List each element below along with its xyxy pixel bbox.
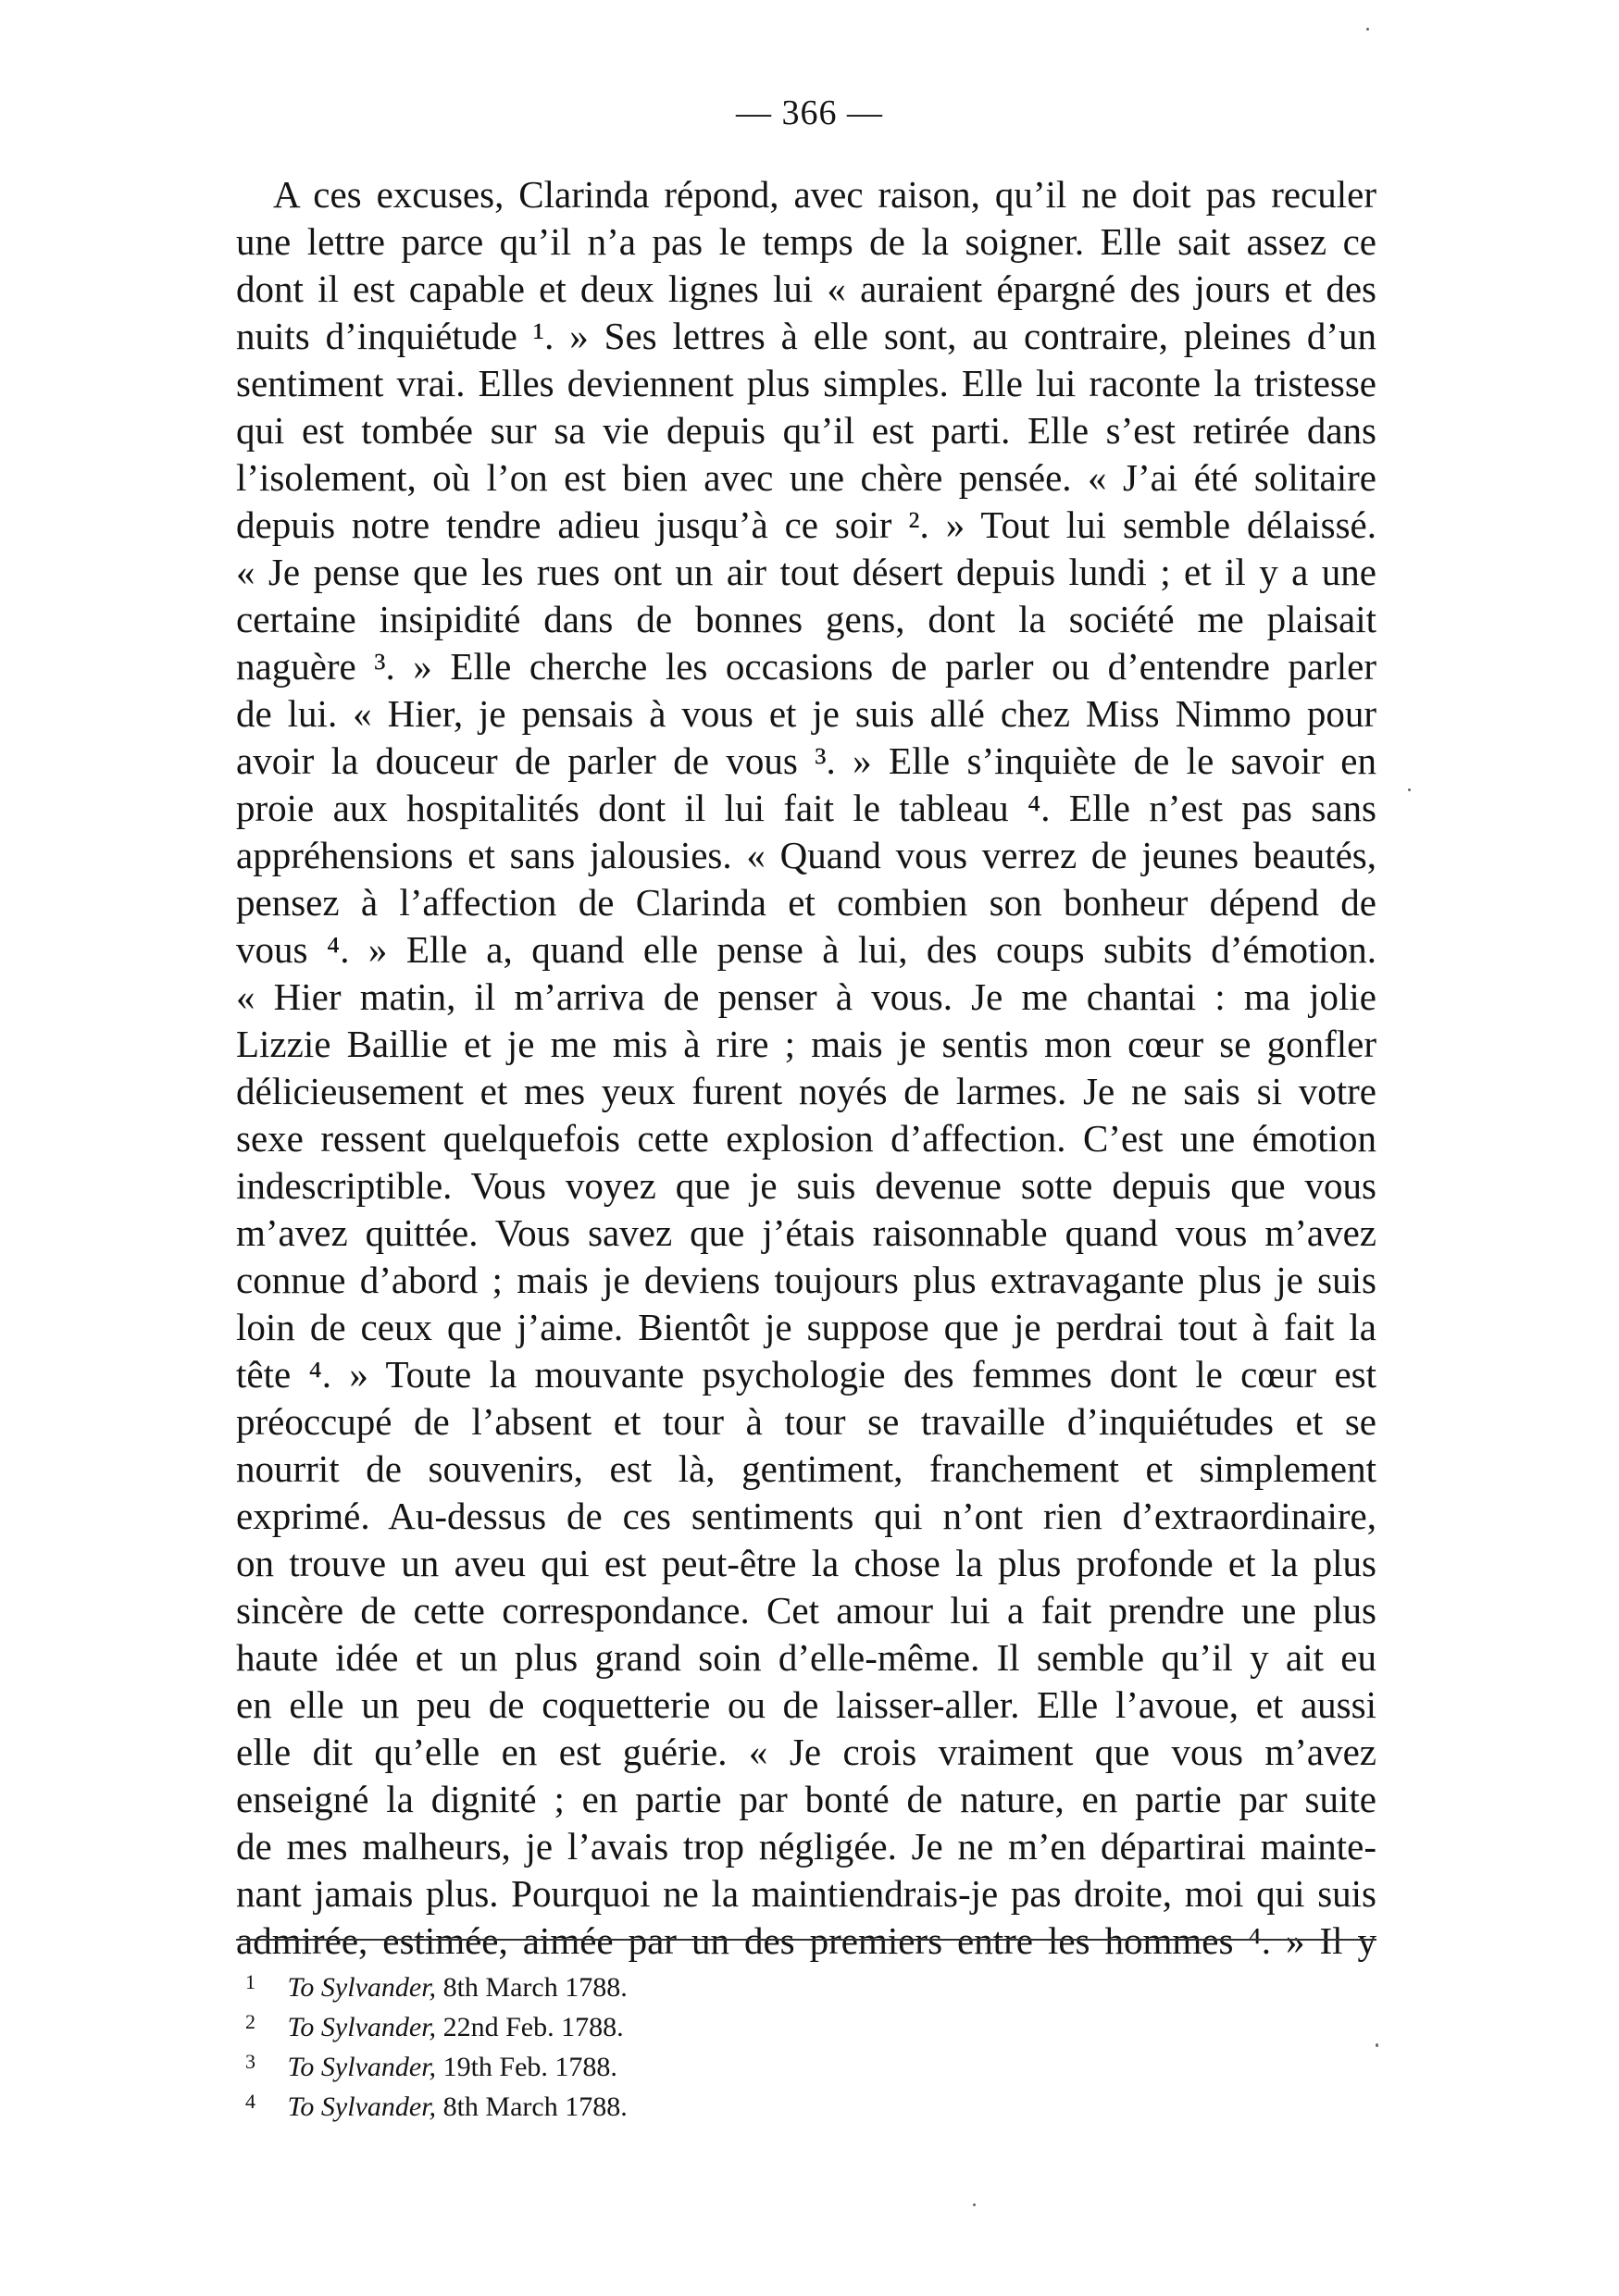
footnote-number: 4 xyxy=(245,2090,255,2113)
footnote-source: To Sylvander, xyxy=(287,2052,437,2082)
text-line: sexe ressent quelquefois cette explosion d’affection. C’est une émotion xyxy=(236,1117,1376,1160)
text-line: connue d’abord ; mais je deviens toujours plus extravagante plus je suis xyxy=(236,1259,1376,1301)
footnote-source: To Sylvander, xyxy=(287,2091,437,2122)
text-line: elle dit qu’elle en est guérie. « Je crois vraiment que vous m’avez xyxy=(236,1731,1376,1773)
footnote xyxy=(245,2081,1078,2121)
text-line: sincère de cette correspondance. Cet amour lui a fait prendre une plus xyxy=(236,1589,1376,1632)
text-line: en elle un peu de coquetterie ou de laisser-aller. Elle l’avoue, et aussi xyxy=(236,1683,1376,1726)
footnote-date: 8th March 1788. xyxy=(442,1972,628,2003)
text-line: m’avez quittée. Vous savez que j’étais raisonnable quand vous m’avez xyxy=(236,1211,1376,1254)
paper-speck xyxy=(973,2203,976,2206)
text-line: tête ⁴. » Toute la mouvante psychologie des femmes dont le cœur est xyxy=(236,1353,1376,1396)
footnote-separator xyxy=(236,1939,1376,1941)
text-line: admirée, estimée, aimée par un des premiers entre les hommes ⁴. » Il y xyxy=(236,1919,1376,1962)
footnote-number: 3 xyxy=(245,2050,255,2073)
footnote xyxy=(245,2002,1078,2042)
footnote-date: 19th Feb. 1788. xyxy=(442,2052,617,2082)
footnote xyxy=(245,1962,1078,2002)
footnote-date: 22nd Feb. 1788. xyxy=(442,2012,624,2042)
body-paragraph xyxy=(236,171,1376,1965)
text-line: naguère ³. » Elle cherche les occasions de parler ou d’entendre parler xyxy=(236,645,1376,688)
text-line: qui est tombée sur sa vie depuis qu’il est parti. Elle s’est retirée dans xyxy=(236,409,1376,452)
text-line: certaine insipidité dans de bonnes gens, dont la société me plaisait xyxy=(236,598,1376,640)
text-line: A ces excuses, Clarinda répond, avec raison, qu’il ne doit pas reculer xyxy=(273,173,1376,216)
paper-speck xyxy=(1376,2043,1378,2047)
text-line: haute idée et un plus grand soin d’elle-même. Il semble qu’il y ait eu xyxy=(236,1636,1376,1679)
text-line: « Je pense que les rues ont un air tout désert depuis lundi ; et il y a une xyxy=(236,551,1376,593)
footnote-date: 8th March 1788. xyxy=(442,2091,628,2122)
text-line: préoccupé de l’absent et tour à tour se travaille d’inquiétudes et se xyxy=(236,1400,1376,1443)
footnote xyxy=(245,2042,1078,2081)
footnote-number: 1 xyxy=(245,1970,255,1993)
text-line: nuits d’inquiétude ¹. » Ses lettres à elle sont, au contraire, pleines d’un xyxy=(236,315,1376,357)
text-line: proie aux hospitalités dont il lui fait le tableau ⁴. Elle n’est pas sans xyxy=(236,787,1376,829)
text-line: nant jamais plus. Pourquoi ne la maintiendrais-je pas droite, moi qui suis xyxy=(236,1872,1376,1915)
text-line: Lizzie Baillie et je me mis à rire ; mais je sentis mon cœur se gonfler xyxy=(236,1023,1376,1065)
text-line: pensez à l’affection de Clarinda et combien son bonheur dépend de xyxy=(236,881,1376,924)
text-line: avoir la douceur de parler de vous ³. » Elle s’inquiète de le savoir en xyxy=(236,739,1376,782)
text-line: enseigné la dignité ; en partie par bonté de nature, en partie par suite xyxy=(236,1778,1376,1820)
text-line: délicieusement et mes yeux furent noyés de larmes. Je ne sais si votre xyxy=(236,1070,1376,1112)
footnote-source: To Sylvander, xyxy=(287,2012,437,2042)
text-line: loin de ceux que j’aime. Bientôt je suppose que je perdrai tout à fait la xyxy=(236,1306,1376,1348)
text-line: exprimé. Au-dessus de ces sentiments qui n’ont rien d’extraordinaire, xyxy=(236,1495,1376,1537)
paper-speck xyxy=(1408,788,1411,791)
paper-speck xyxy=(1366,28,1369,31)
text-line: indescriptible. Vous voyez que je suis devenue sotte depuis que vous xyxy=(236,1164,1376,1207)
text-line: depuis notre tendre adieu jusqu’à ce soir ². » Tout lui semble délaissé. xyxy=(236,503,1376,546)
text-line: « Hier matin, il m’arriva de penser à vous. Je me chantai : ma jolie xyxy=(236,975,1376,1018)
footnote-number: 2 xyxy=(245,2010,255,2033)
text-line: sentiment vrai. Elles deviennent plus simples. Elle lui raconte la tristesse xyxy=(236,362,1376,404)
text-line: nourrit de souvenirs, est là, gentiment, franchement et simplement xyxy=(236,1447,1376,1490)
text-line: on trouve un aveu qui est peut-être la chose la plus profonde et la plus xyxy=(236,1542,1376,1584)
page-number: — 366 — xyxy=(736,93,883,132)
text-line: appréhensions et sans jalousies. « Quand vous verrez de jeunes beautés, xyxy=(236,834,1376,876)
text-line: vous ⁴. » Elle a, quand elle pense à lui, des coups subits d’émotion. xyxy=(236,928,1376,971)
footnotes xyxy=(245,1962,1078,2121)
text-line: dont il est capable et deux lignes lui « auraient épargné des jours et des xyxy=(236,267,1376,310)
text-line: de mes malheurs, je l’avais trop négligée. Je ne m’en départirai mainte- xyxy=(236,1825,1376,1868)
text-line: l’isolement, où l’on est bien avec une chère pensée. « J’ai été solitaire xyxy=(236,456,1376,499)
footnote-source: To Sylvander, xyxy=(287,1972,437,2003)
text-line: de lui. « Hier, je pensais à vous et je suis allé chez Miss Nimmo pour xyxy=(236,692,1376,735)
text-line: une lettre parce qu’il n’a pas le temps de la soigner. Elle sait assez ce xyxy=(236,220,1376,263)
